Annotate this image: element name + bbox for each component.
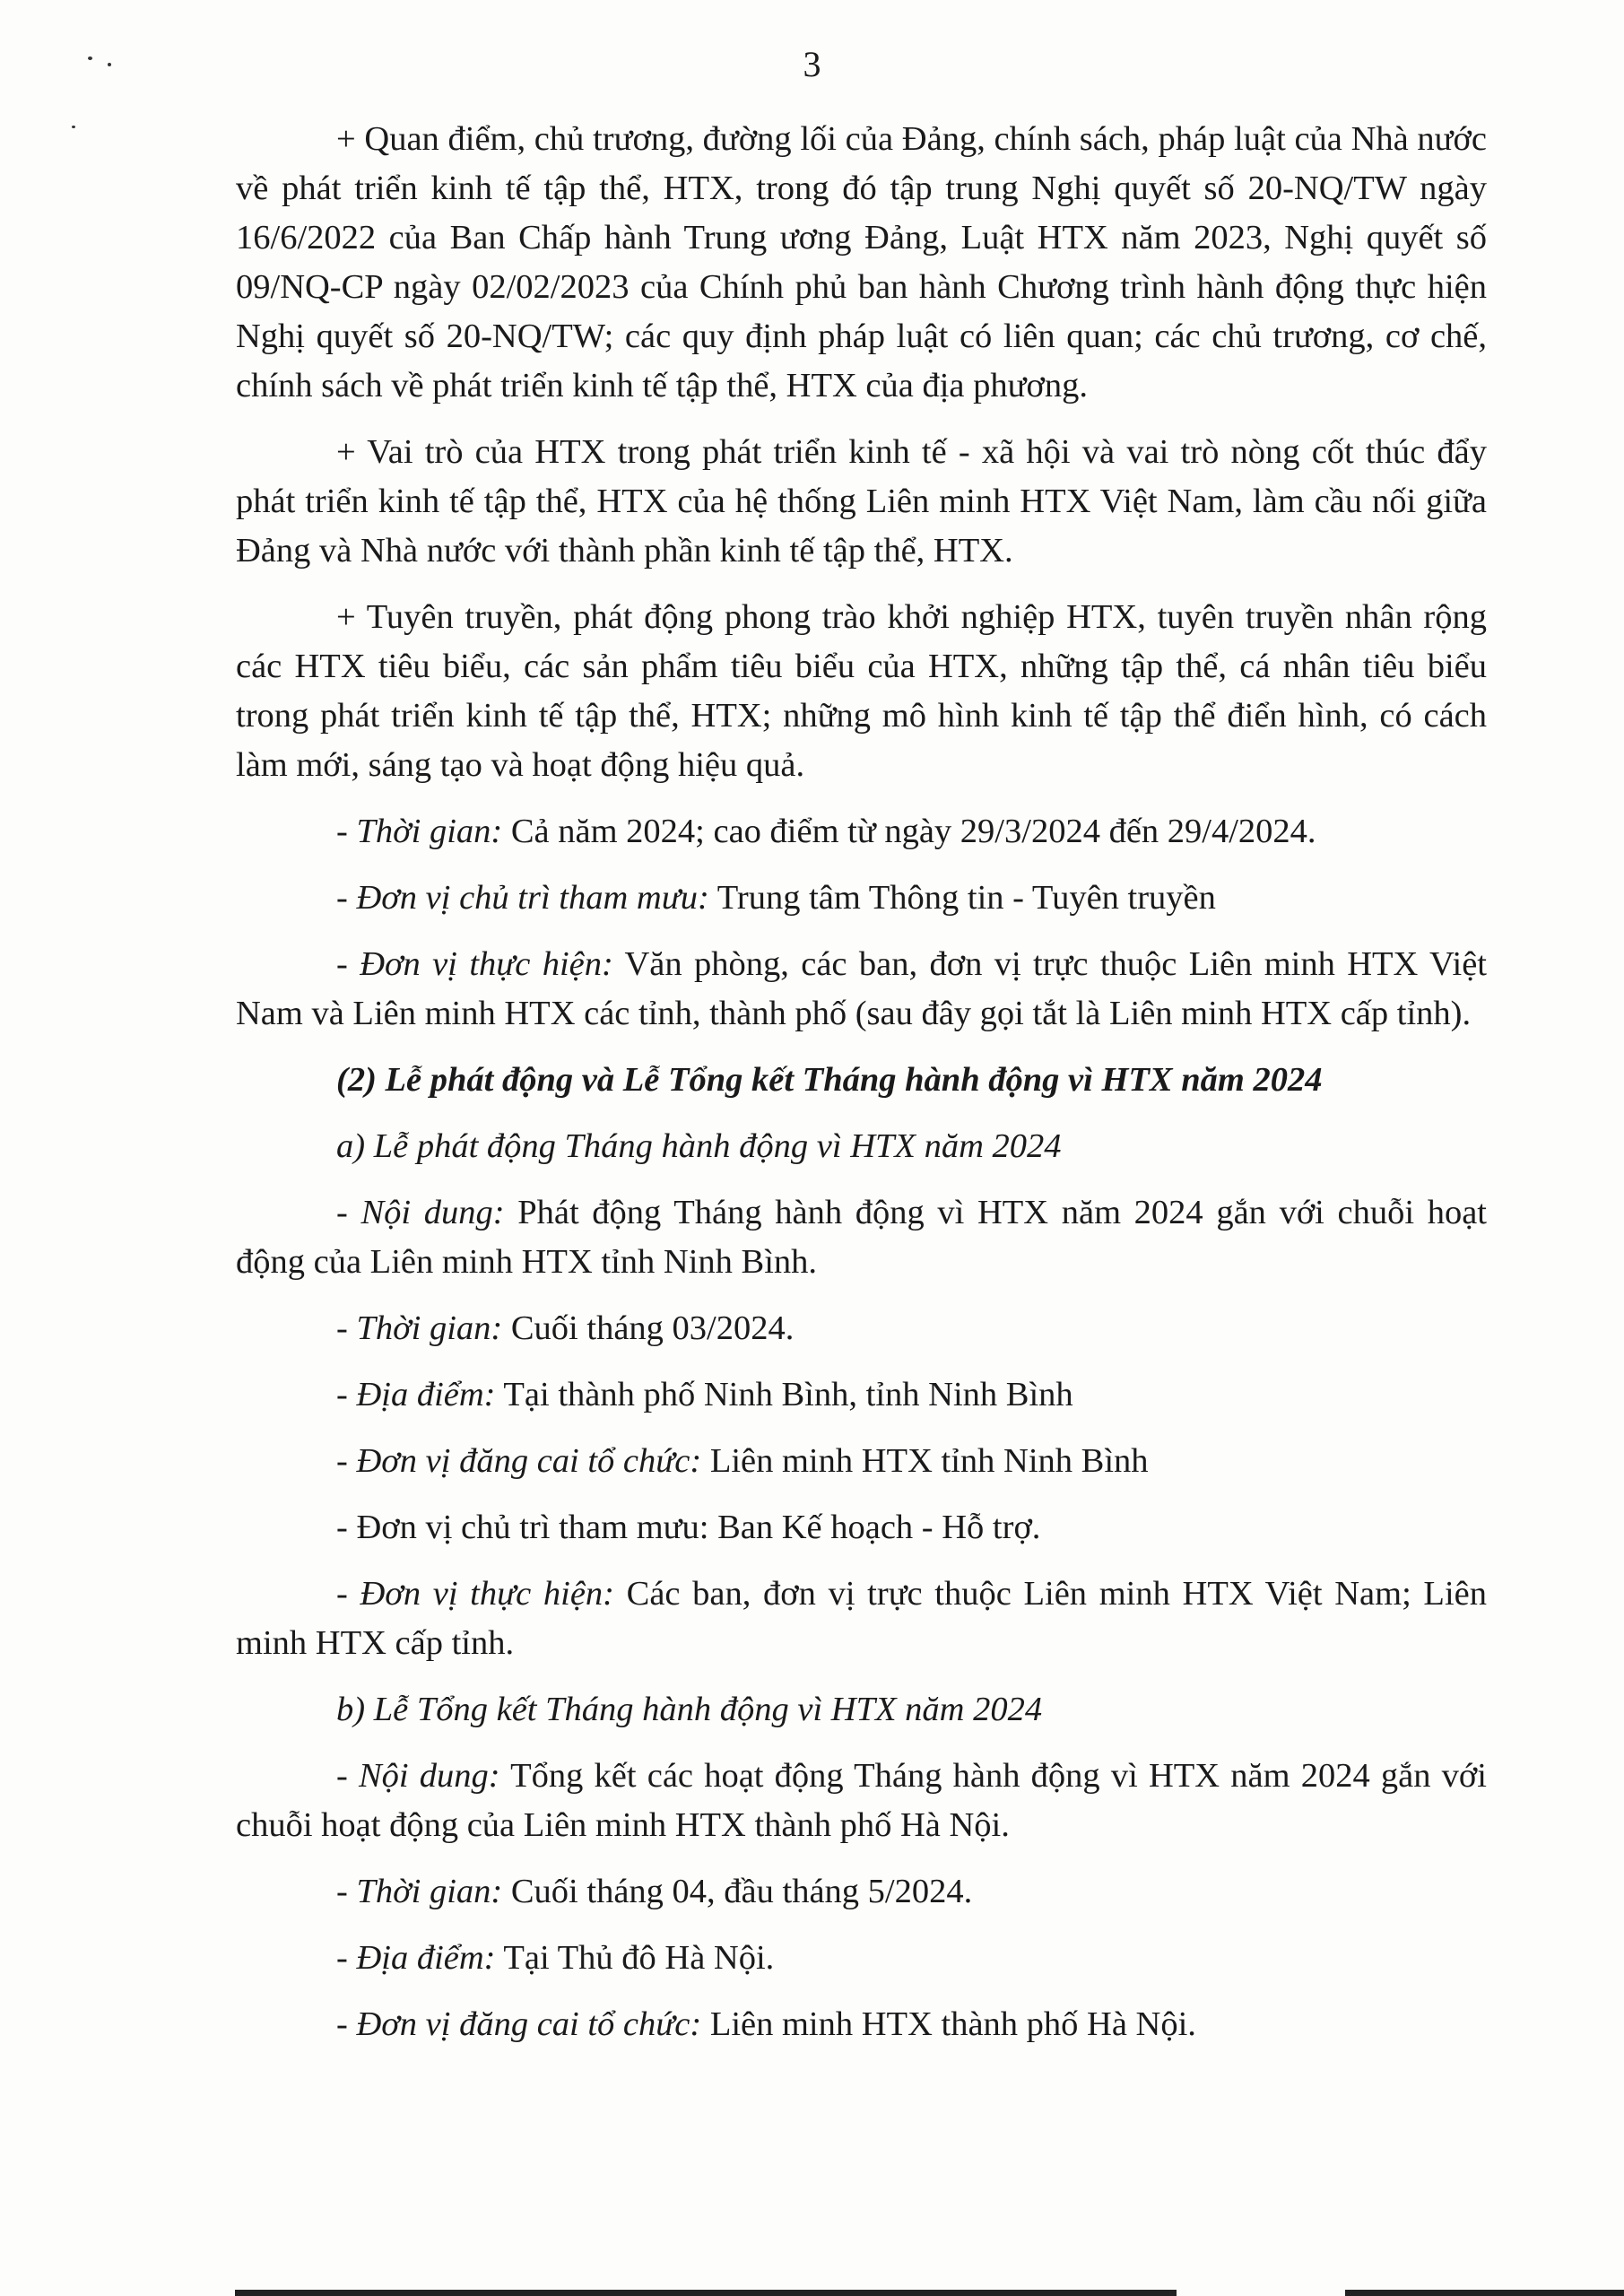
item-thoi-gian (236, 807, 1487, 857)
item-value: Văn phòng, các ban, đơn vị trực thuộc Liên minh HTX Việt Nam và Liên minh HTX các tỉnh, thành phố (sau đây gọi tắt là Liên minh HTX cấp tỉnh). (236, 945, 1487, 1032)
item-label: - Thời gian: (336, 1309, 503, 1347)
item-label: - Đơn vị đăng cai tổ chức: (336, 1442, 702, 1480)
subsection-a-heading: a) Lễ phát động Tháng hành động vì HTX năm 2024 (336, 1127, 1062, 1165)
item-value: Liên minh HTX tỉnh Ninh Bình (701, 1442, 1149, 1480)
scan-edge-bar (235, 2290, 1177, 2296)
paragraph-tuyen-truyen: + Tuyên truyền, phát động phong trào khởi nghiệp HTX, tuyên truyền nhân rộng các HTX tiêu biểu, các sản phẩm tiêu biểu của HTX, những tập thể, cá nhân tiêu biểu trong phát triển kinh tế tập thể, HTX; những mô hình kinh tế tập thể điển hình, có cách làm mới, sáng tạo và hoạt động hiệu quả. (236, 598, 1487, 784)
item-label: - Đơn vị chủ trì tham mưu: (336, 879, 709, 917)
item-label: - Thời gian: (336, 1873, 503, 1910)
a-chu-tri: - Đơn vị chủ trì tham mưu: Ban Kế hoạch - Hỗ trợ. (336, 1509, 1041, 1546)
item-label: - Địa điểm: (336, 1939, 496, 1977)
item-label: - Thời gian: (336, 813, 503, 850)
item-label: - Nội dung: (336, 1194, 505, 1231)
page-number: 3 (803, 44, 821, 84)
document-body (236, 115, 1487, 2066)
item-label: - Đơn vị thực hiện: (336, 945, 613, 983)
item-label: - Địa điểm: (336, 1376, 496, 1413)
item-label: - Đơn vị đăng cai tổ chức: (336, 2005, 702, 2043)
a-dia-diem (236, 1370, 1487, 1420)
scan-speck (72, 126, 75, 128)
item-value: Liên minh HTX thành phố Hà Nội. (701, 2005, 1196, 2043)
a-thuc-hien (236, 1570, 1487, 1668)
item-value: Phát động Tháng hành động vì HTX năm 2024 gắn với chuỗi hoạt động của Liên minh HTX tỉnh Ninh Bình. (236, 1194, 1487, 1281)
b-dia-diem (236, 1934, 1487, 1983)
item-label: - Đơn vị thực hiện: (336, 1575, 614, 1613)
scan-edge-bar (1345, 2290, 1624, 2296)
a-noi-dung (236, 1188, 1487, 1287)
b-thoi-gian (236, 1867, 1487, 1917)
b-noi-dung (236, 1752, 1487, 1850)
subsection-b-heading: b) Lễ Tổng kết Tháng hành động vì HTX năm 2024 (336, 1691, 1043, 1728)
item-value: Tổng kết các hoạt động Tháng hành động vì HTX năm 2024 gắn với chuỗi hoạt động của Liên minh HTX thành phố Hà Nội. (236, 1757, 1487, 1844)
a-thoi-gian (236, 1304, 1487, 1353)
a-dang-cai (236, 1437, 1487, 1486)
item-value: Cuối tháng 04, đầu tháng 5/2024. (502, 1873, 973, 1910)
b-dang-cai (236, 2000, 1487, 2049)
item-value: Cuối tháng 03/2024. (502, 1309, 795, 1347)
item-value: Cả năm 2024; cao điểm từ ngày 29/3/2024 đến 29/4/2024. (502, 813, 1316, 850)
paragraph-quan-diem: + Quan điểm, chủ trương, đường lối của Đảng, chính sách, pháp luật của Nhà nước về phát triển kinh tế tập thể, HTX, trong đó tập trung Nghị quyết số 20-NQ/TW ngày 16/6/2022 của Ban Chấp hành Trung ương Đảng, Luật HTX năm 2023, Nghị quyết số 09/NQ-CP ngày 02/02/2023 của Chính phủ ban hành Chương trình hành động thực hiện Nghị quyết số 20-NQ/TW; các quy định pháp luật có liên quan; các chủ trương, cơ chế, chính sách về phát triển kinh tế tập thể, HTX của địa phương. (236, 120, 1487, 404)
item-value: Các ban, đơn vị trực thuộc Liên minh HTX Việt Nam; Liên minh HTX cấp tỉnh. (236, 1575, 1487, 1662)
section-heading: (2) Lễ phát động và Lễ Tổng kết Tháng hành động vì HTX năm 2024 (336, 1061, 1323, 1099)
item-thuc-hien (236, 940, 1487, 1039)
item-value: Tại thành phố Ninh Bình, tỉnh Ninh Bình (495, 1376, 1073, 1413)
item-value: Trung tâm Thông tin - Tuyên truyền (708, 879, 1216, 917)
item-label: - Nội dung: (336, 1757, 500, 1795)
paragraph-vai-tro: + Vai trò của HTX trong phát triển kinh tế - xã hội và vai trò nòng cốt thúc đẩy phát triển kinh tế tập thể, HTX của hệ thống Liên minh HTX Việt Nam, làm cầu nối giữa Đảng và Nhà nước với thành phần kinh tế tập thể, HTX. (236, 433, 1487, 570)
item-chu-tri (236, 874, 1487, 923)
item-value: Tại Thủ đô Hà Nội. (495, 1939, 775, 1977)
